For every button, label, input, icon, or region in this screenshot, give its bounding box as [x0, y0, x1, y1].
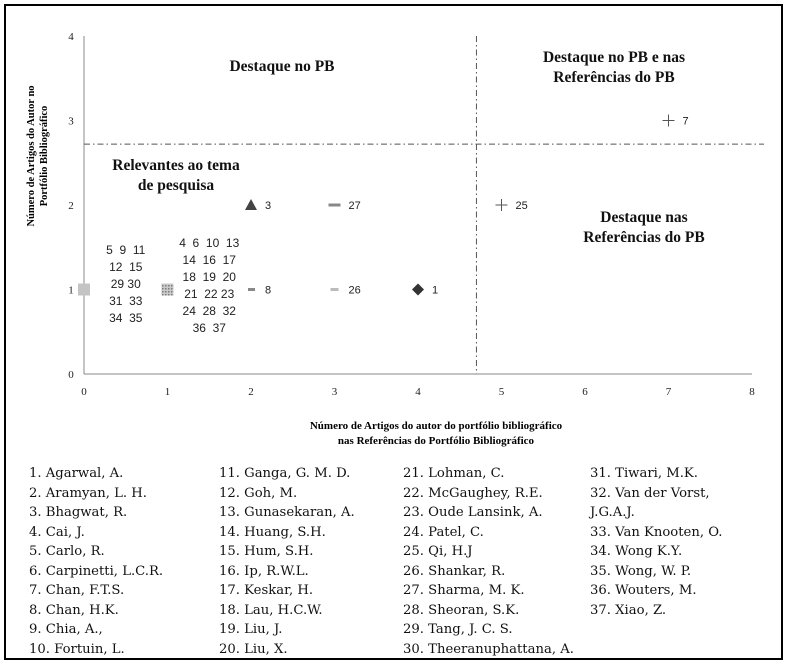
quadrant-label: Referências do PB — [553, 69, 675, 86]
legend-item: 37. Xiao, Z. — [590, 602, 667, 618]
legend-item: 34. Wong K.Y. — [590, 544, 683, 559]
scatter-chart — [6, 6, 785, 456]
cluster-label: 24 28 32 — [182, 304, 236, 318]
legend-column — [403, 464, 574, 659]
y-tick-label: 2 — [68, 200, 74, 212]
data-point — [248, 285, 271, 297]
point-label: 27 — [348, 200, 361, 212]
quadrant-label: Referências do PB — [583, 229, 705, 246]
cluster-label: 5 9 11 — [106, 243, 146, 257]
point-label: 8 — [265, 284, 272, 297]
x-tick-label: 7 — [665, 386, 672, 398]
y-tick-label: 0 — [68, 369, 74, 381]
legend-item: 28. Sheoran, S.K. — [403, 602, 520, 618]
legend-item: 30. Theeranuphattana, A. — [403, 641, 574, 657]
point-marker — [331, 288, 339, 291]
y-tick-label: 1 — [68, 284, 74, 297]
legend-item: 9. Chia, A., — [29, 622, 103, 637]
legend-item: 2. Aramyan, L. H. — [29, 485, 147, 501]
x-axis-label — [206, 419, 666, 449]
legend-item: 22. McGaughey, R.E. — [403, 485, 543, 501]
legend-item: 36. Wouters, M. — [590, 583, 697, 598]
legend-item: 35. Wong, W. P. — [590, 563, 692, 579]
quadrant-label: Relevantes ao tema — [112, 157, 240, 174]
point-label: 3 — [265, 200, 272, 212]
point-label: 7 — [682, 115, 689, 128]
cluster-label: 21 22 23 — [184, 287, 235, 301]
data-points — [78, 115, 689, 297]
x-axis-label-line: nas Referências do Portfólio Bibliográfico — [337, 435, 535, 447]
legend-column — [29, 464, 163, 659]
legend-item: 10. Fortuin, L. — [29, 641, 125, 657]
legend-item: 13. Gunasekaran, A. — [219, 505, 355, 520]
y-axis-label — [26, 85, 50, 226]
legend-item: 21. Lohman, C. — [403, 466, 505, 481]
legend-item: 29. Tang, J. C. S. — [403, 622, 513, 637]
x-tick-label: 2 — [248, 386, 254, 398]
y-tick-label: 3 — [68, 115, 74, 128]
quadrant-label: Destaque no PB e nas — [542, 49, 686, 66]
legend-item: 25. Qi, H.J — [403, 544, 473, 559]
legend-item: 18. Lau, H.C.W. — [219, 602, 323, 618]
data-point — [412, 284, 438, 297]
legend-item: 15. Hum, S.H. — [219, 544, 314, 559]
legend-item: 32. Van der Vorst, — [590, 485, 710, 501]
cluster-label: 4 6 10 13 — [179, 236, 240, 250]
x-tick-label: 1 — [164, 386, 171, 398]
legend-item: 3. Bhagwat, R. — [29, 505, 128, 520]
author-legend — [29, 464, 789, 664]
legend-item: 16. Ip, R.W.L. — [219, 563, 309, 579]
legend-item: 23. Oude Lansink, A. — [403, 505, 543, 520]
legend-item: 5. Carlo, R. — [29, 544, 105, 559]
cluster-label: 12 15 — [109, 260, 143, 274]
data-point — [496, 199, 528, 212]
data-point — [331, 285, 361, 297]
y-tick-label: 4 — [68, 31, 74, 43]
point-marker — [162, 284, 174, 296]
point-marker — [245, 199, 257, 210]
y-axis-label-line: Número de Artigos do Autor no — [26, 85, 37, 227]
y-axis-label-group — [26, 85, 50, 226]
legend-item: 17. Keskar, H. — [219, 583, 314, 598]
legend-item: 24. Patel, C. — [403, 524, 484, 540]
point-marker — [329, 204, 341, 207]
quadrant-labels — [112, 49, 704, 246]
x-axis-label-line: Número de Artigos do autor do portfólio bibliográfico — [309, 420, 563, 432]
quadrant-label: Destaque nas — [600, 209, 688, 226]
x-tick-label: 3 — [331, 386, 338, 398]
point-marker — [412, 284, 424, 296]
x-tick-label: 0 — [81, 386, 87, 398]
data-point — [162, 284, 174, 296]
legend-column — [590, 464, 722, 620]
figure-frame — [4, 4, 783, 660]
legend-item: 7. Chan, F.T.S. — [29, 583, 125, 598]
cluster-label: 34 35 — [109, 311, 143, 325]
data-point — [78, 284, 90, 296]
legend-item: 1. Agarwal, A. — [29, 466, 124, 481]
legend-item: 4. Cai, J. — [29, 524, 85, 540]
cluster-label: 14 16 17 — [182, 253, 236, 267]
point-label: 25 — [515, 200, 528, 212]
quadrant-label: Destaque no PB — [229, 58, 335, 75]
legend-item: 11. Ganga, G. M. D. — [219, 466, 351, 481]
data-point — [245, 199, 271, 212]
cluster-label: 31 33 — [109, 294, 143, 308]
legend-item: 20. Liu, X. — [219, 641, 288, 657]
cluster-label: 36 37 — [192, 321, 226, 335]
legend-item: 12. Goh, M. — [219, 485, 298, 501]
point-marker — [248, 288, 255, 291]
quadrant-label: de pesquisa — [137, 177, 215, 194]
legend-item: 8. Chan, H.K. — [29, 602, 119, 618]
legend-item: 31. Tiwari, M.K. — [590, 466, 698, 481]
x-tick-label: 4 — [415, 386, 421, 398]
legend-column — [219, 464, 355, 659]
point-label: 1 — [432, 284, 439, 297]
x-tick-label: 5 — [498, 386, 505, 398]
x-tick-label: 8 — [749, 386, 755, 398]
legend-item: 6. Carpinetti, L.C.R. — [29, 563, 164, 579]
point-label: 26 — [348, 284, 361, 297]
legend-item: 19. Liu, J. — [219, 622, 283, 637]
legend-item: 27. Sharma, M. K. — [403, 583, 525, 598]
point-marker — [78, 284, 90, 296]
legend-item: 33. Van Knooten, O. — [590, 524, 723, 540]
cluster-label: 18 19 20 — [182, 270, 236, 284]
legend-item: 14. Huang, S.H. — [219, 524, 326, 540]
legend-item: 26. Shankar, R. — [403, 563, 506, 579]
x-tick-label: 6 — [582, 386, 588, 398]
y-axis-label-line: Portfólio Bibliográfico — [39, 105, 50, 207]
data-point — [329, 200, 361, 212]
data-point — [663, 115, 689, 128]
legend-item: J.G.A.J. — [590, 505, 635, 520]
cluster-label: 29 30 — [110, 277, 141, 291]
